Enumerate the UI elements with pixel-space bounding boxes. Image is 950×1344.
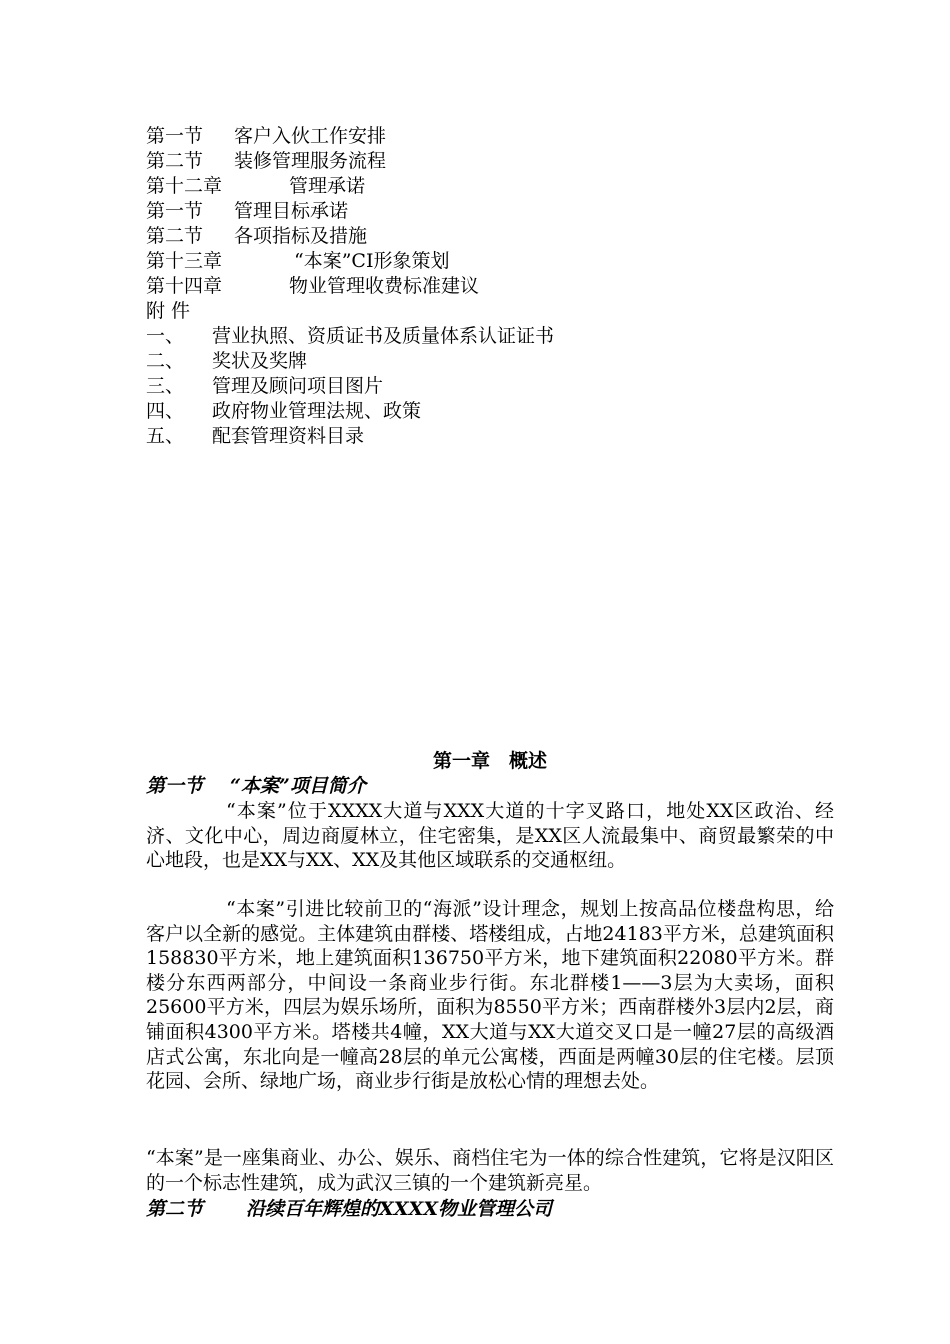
toc-entry-title: 营业执照、资质证书及质量体系认证证书 [212, 325, 555, 347]
toc-entry-title: 各项指标及措施 [234, 225, 368, 247]
table-of-contents [146, 124, 846, 449]
section-title: 沿续百年辉煌的XXXX物业管理公司 [246, 1198, 552, 1220]
toc-entry-number: 第二节 [146, 150, 204, 172]
section-heading [146, 1196, 552, 1222]
toc-entry [146, 349, 846, 374]
toc-entry-title: 客户入伙工作安排 [234, 125, 387, 147]
toc-entry [146, 199, 846, 224]
toc-entry-title: 物业管理收费标准建议 [289, 275, 480, 297]
toc-entry-number: 三、 [146, 375, 185, 397]
chapter-title: 第一章 概述 [432, 750, 547, 772]
toc-entry [146, 174, 846, 199]
section-number: 第二节 [146, 1198, 204, 1220]
toc-entry [146, 399, 846, 424]
toc-entry-title: 配套管理资料目录 [212, 425, 365, 447]
toc-entry [146, 299, 846, 324]
toc-entry-number: 第二节 [146, 225, 204, 247]
toc-entry-number: 五、 [146, 425, 185, 447]
toc-entry-number: 一、 [146, 325, 185, 347]
body-paragraph: “本案”是一座集商业、办公、娱乐、商档住宅为一体的综合性建筑，它将是汉阳区的一个标志性建筑，成为武汉三镇的一个建筑新亮星。 [146, 1147, 834, 1194]
toc-entry [146, 124, 846, 149]
toc-entry-title: “本案”CI形象策划 [294, 250, 450, 272]
toc-entry [146, 149, 846, 174]
section-number: 第一节 [146, 775, 204, 797]
toc-entry-title: 奖状及奖牌 [212, 350, 308, 372]
toc-entry [146, 274, 846, 299]
toc-entry-number: 第十三章 [146, 250, 223, 272]
toc-entry-number: 第一节 [146, 125, 204, 147]
toc-entry-title: 装修管理服务流程 [234, 150, 387, 172]
body-paragraph: “本案”引进比较前卫的“海派”设计理念，规划上按高品位楼盘构思，给客户以全新的感觉。主体建筑由群楼、塔楼组成，占地24183平方米，总建筑面积158830平方米，地上建筑面积136750平方米，地下建筑面积22080平方米。群楼分东西两部分，中间设一条商业步行街。东北群楼1——3层为大卖场，面积25600平方米，四层为娱乐场所，面积为8550平方米；西南群楼外3层内2层，商铺面积4300平方米。塔楼共4幢，XX大道与XX大道交叉口是一幢27层的高级酒店式公寓，东北向是一幢高28层的单元公寓楼，西面是两幢30层的住宅楼。层顶花园、会所、绿地广场，商业步行街是放松心情的理想去处。 [146, 898, 834, 1093]
body-paragraph: “本案”位于XXXX大道与XXX大道的十字叉路口，地处XX区政治、经济、文化中心，周边商厦林立，住宅密集，是XX区人流最集中、商贸最繁荣的中心地段，也是XX与XX、XX及其他区域联系的交通枢纽。 [146, 800, 834, 872]
section-title: “本案”项目简介 [230, 775, 366, 797]
toc-entry-number: 四、 [146, 400, 185, 422]
toc-entry [146, 324, 846, 349]
toc-entry [146, 224, 846, 249]
toc-entry [146, 249, 846, 274]
section-heading [146, 773, 366, 799]
toc-entry [146, 374, 846, 399]
toc-entry-title: 管理及顾问项目图片 [212, 375, 384, 397]
toc-entry-number: 二、 [146, 350, 185, 372]
toc-entry-number: 第十四章 [146, 275, 223, 297]
toc-entry-number: 第十二章 [146, 175, 223, 197]
toc-entry [146, 424, 846, 449]
toc-entry-number: 附 件 [146, 300, 191, 322]
toc-entry-number: 第一节 [146, 200, 204, 222]
toc-entry-title: 政府物业管理法规、政策 [212, 400, 422, 422]
toc-entry-title: 管理目标承诺 [234, 200, 349, 222]
toc-entry-title: 管理承诺 [289, 175, 366, 197]
